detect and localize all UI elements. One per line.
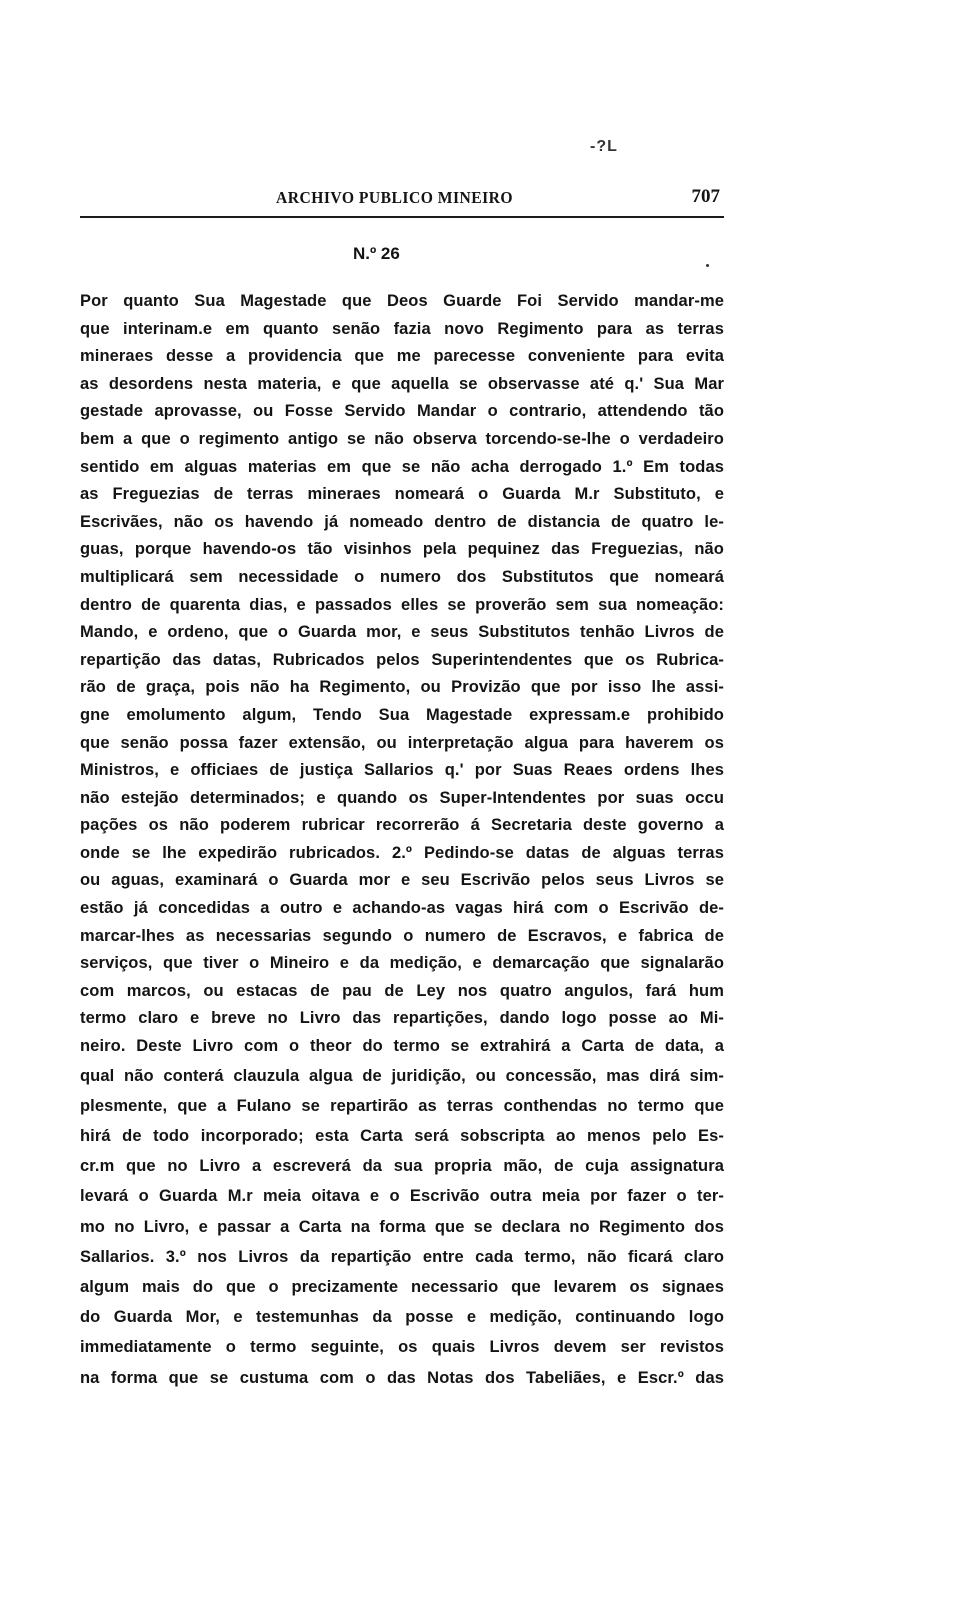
header-rule bbox=[80, 216, 724, 218]
text-line: onde se lhe expedirão rubricados. 2.º Pedindo-se datas de alguas terras bbox=[80, 843, 724, 862]
text-line: sentido em alguas materias em que se não acha derrogado 1.º Em todas bbox=[80, 457, 724, 476]
text-line: Mando, e ordeno, que o Guarda mor, e seus Substitutos tenhão Livros de bbox=[80, 623, 724, 642]
text-line: que interinam.e em quanto senão fazia novo Regimento para as terras bbox=[80, 319, 724, 338]
text-line: immediatamente o termo seguinte, os quais Livros devem ser revistos bbox=[80, 1338, 724, 1357]
text-line: que senão possa fazer extensão, ou interpretação algua para haverem os bbox=[80, 733, 724, 752]
page-number: 707 bbox=[691, 186, 720, 207]
text-line: ou aguas, examinará o Guarda mor e seu Escrivão pelos seus Livros se bbox=[80, 871, 724, 890]
text-line: mo no Livro, e passar a Carta na forma que se declara no Regimento dos bbox=[80, 1217, 724, 1236]
text-line: algum mais do que o precizamente necessario que levarem os signaes bbox=[80, 1277, 724, 1296]
text-line: bem a que o regimento antigo se não observa torcendo-se-lhe o verdadeiro bbox=[80, 429, 724, 448]
document-number: N.º 26 bbox=[353, 244, 400, 263]
text-line: pações os não poderem rubricar recorrerão á Secretaria deste governo a bbox=[80, 816, 724, 835]
text-line: estão já concedidas a outro e achando-as vagas hirá com o Escrivão de- bbox=[80, 899, 724, 918]
text-line: Por quanto Sua Magestade que Deos Guarde Foi Servido mandar-me bbox=[80, 292, 724, 310]
text-line: multiplicará sem necessidade o numero dos Substitutos que nomeará bbox=[80, 567, 724, 586]
text-line: plesmente, que a Fulano se repartirão as terras conthendas no termo que bbox=[80, 1096, 724, 1115]
text-line: as Freguezias de terras mineraes nomeará o Guarda M.r Substituto, e bbox=[80, 485, 724, 504]
text-line: levará o Guarda M.r meia oitava e o Escrivão outra meia por fazer o ter- bbox=[80, 1187, 724, 1206]
text-line: dentro de quarenta dias, e passados elles se proverão sem sua nomeação: bbox=[80, 595, 724, 614]
text-line: hirá de todo incorporado; esta Carta será sobscripta ao menos pelo Es- bbox=[80, 1127, 724, 1145]
text-line: serviços, que tiver o Mineiro e da medição, e demarcação que signalarão bbox=[80, 954, 724, 973]
text-line: qual não conterá clauzula algua de juridição, ou concessão, mas dirá sim- bbox=[80, 1066, 724, 1085]
text-line: repartição das datas, Rubricados pelos Superintendentes que os Rubrica- bbox=[80, 650, 724, 669]
running-title: ARCHIVO PUBLICO MINEIRO bbox=[276, 188, 514, 207]
text-line: Ministros, e officiaes de justiça Sallarios q.' por Suas Reaes ordens lhes bbox=[80, 761, 724, 780]
text-line: não estejão determinados; e quando os Super-Intendentes por suas occu bbox=[80, 788, 724, 807]
document-body bbox=[80, 288, 724, 1393]
handwritten-mark: -?L bbox=[590, 138, 618, 155]
text-line: termo claro e breve no Livro das repartições, dando logo posse ao Mi- bbox=[80, 1009, 724, 1028]
text-line: cr.m que no Livro a escreverá da sua propria mão, de cuja assignatura bbox=[80, 1157, 724, 1176]
page-header bbox=[80, 184, 724, 214]
text-line: gne emolumento algum, Tendo Sua Magestade expressam.e prohibido bbox=[80, 705, 724, 724]
text-line: marcar-lhes as necessarias segundo o numero de Escravos, e fabrica de bbox=[80, 926, 724, 945]
text-line: com marcos, ou estacas de pau de Ley nos quatro angulos, fará hum bbox=[80, 981, 724, 1000]
text-line: as desordens nesta materia, e que aquella se observasse até q.' Sua Mar bbox=[80, 374, 724, 393]
text-line: na forma que se custuma com o das Notas dos Tabeliães, e Escr.º das bbox=[80, 1368, 724, 1387]
speck bbox=[706, 264, 709, 267]
text-line: Escrivães, não os havendo já nomeado dentro de distancia de quatro le- bbox=[80, 512, 724, 531]
text-line: mineraes desse a providencia que me parecesse conveniente para evita bbox=[80, 347, 724, 366]
text-line: rão de graça, pois não ha Regimento, ou Provizão que por isso lhe assi- bbox=[80, 678, 724, 697]
text-line: Sallarios. 3.º nos Livros da repartição entre cada termo, não ficará claro bbox=[80, 1247, 724, 1266]
text-line: gestade aprovasse, ou Fosse Servido Mandar o contrario, attendendo tão bbox=[80, 402, 724, 421]
text-line: do Guarda Mor, e testemunhas da posse e medição, continuando logo bbox=[80, 1308, 724, 1327]
text-line: neiro. Deste Livro com o theor do termo se extrahirá a Carta de data, a bbox=[80, 1037, 724, 1056]
text-line: guas, porque havendo-os tão visinhos pela pequinez das Freguezias, não bbox=[80, 540, 724, 559]
